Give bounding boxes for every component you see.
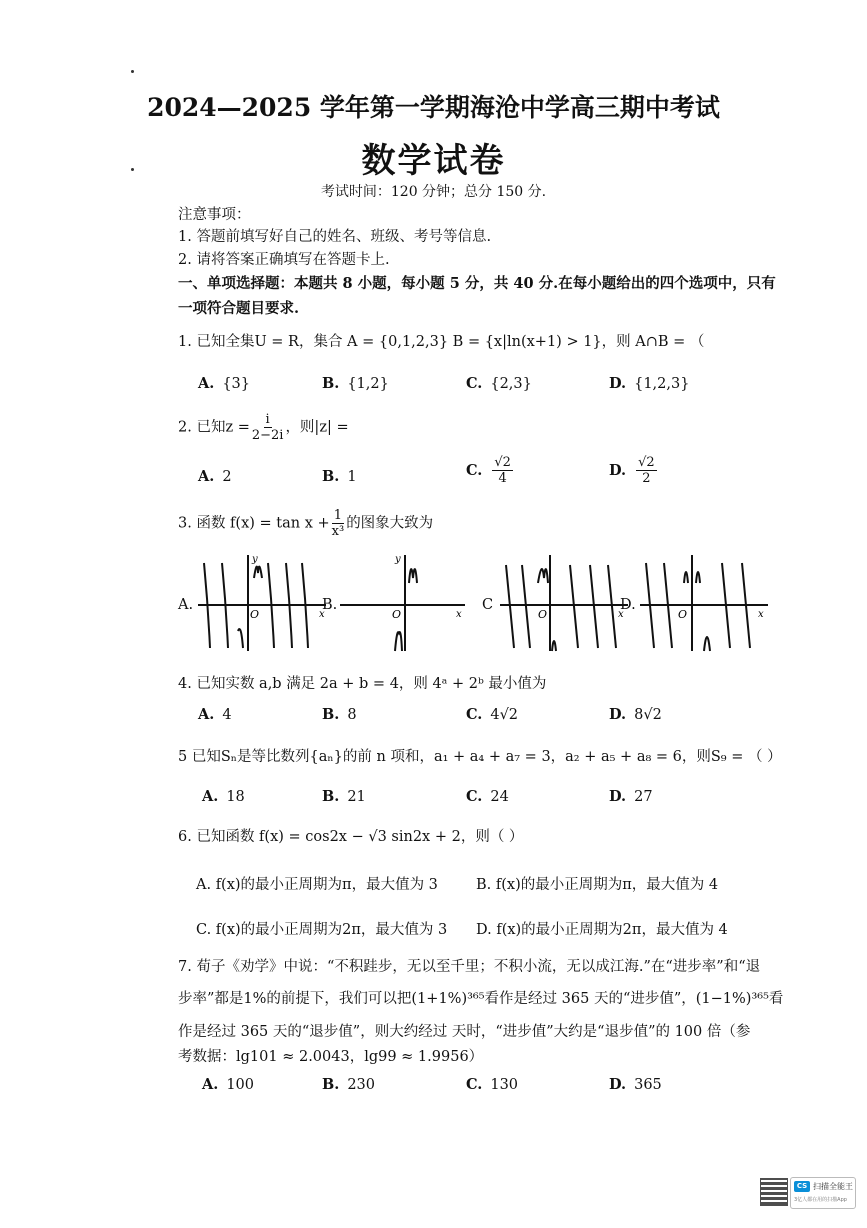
q4-option-d: D. 8√2: [609, 706, 662, 723]
notice-item: 1. 答题前填写好自己的姓名、班级、考号等信息.: [178, 229, 492, 245]
question-3-stem: 3. 函数 f(x) = tan x + $\frac{1}{\text{x³}}$ 的图象大致为: [178, 508, 434, 539]
graph-c: [500, 553, 630, 653]
q2-option-d: D. $\frac{√2}{2}$: [609, 455, 655, 486]
graph-label-a: A.: [178, 597, 194, 613]
q7-option-a: A. 100: [202, 1076, 254, 1093]
graph-label-b: B.: [322, 597, 338, 613]
q2-option-c: C. $\frac{√2}{4}$: [466, 455, 511, 486]
notice-heading: 注意事项：: [178, 207, 251, 223]
y-axis-label: y: [395, 554, 401, 565]
question-1-stem: 1. 已知全集U = R，集合 A = {0,1,2,3} B = {x|ln(x+1) > 1}，则 A∩B = （: [178, 334, 705, 350]
x-axis-label: x: [618, 609, 624, 620]
q7-option-c: C. 130: [466, 1076, 519, 1093]
q5-option-b: B. 21: [322, 788, 366, 805]
q6-option-c: C. f(x)的最小正周期为2π，最大值为 3: [196, 922, 448, 938]
q7-option-d: D. 365: [609, 1076, 662, 1093]
x-axis-label: x: [319, 609, 325, 620]
q6-option-a: A. f(x)的最小正周期为π，最大值为 3: [196, 877, 438, 893]
q2-option-b: B. 1: [322, 468, 357, 485]
camscanner-icon: CS: [794, 1181, 810, 1192]
origin-label: O: [392, 608, 402, 621]
fraction: $\frac{i}{2-2i}$: [251, 412, 284, 443]
scanner-tagline: 3亿人都在用的扫描App: [794, 1197, 847, 1203]
scan-speck: [131, 70, 134, 73]
exam-info: 考试时间：120 分钟；总分 150 分.: [320, 184, 547, 200]
fraction: $\frac{1}{\text{x³}}$: [331, 508, 345, 539]
scanner-brand: 扫描全能王: [813, 1182, 853, 1191]
notice-item: 2. 请将答案正确填写在答题卡上.: [178, 252, 390, 268]
x-axis-label: x: [456, 609, 462, 620]
q2-option-a: A. 2: [198, 468, 232, 485]
y-axis-label: y: [252, 554, 258, 565]
question-4-stem: 4. 已知实数 a,b 满足 2a + b = 4，则 4ᵃ + 2ᵇ 最小值为: [178, 676, 547, 692]
qr-code-icon: [760, 1178, 788, 1206]
x-axis-label: x: [758, 609, 764, 620]
q7-option-b: B. 230: [322, 1076, 375, 1093]
q1-option-b: B. {1,2}: [322, 375, 389, 392]
question-5-stem: 5 已知Sₙ是等比数列{aₙ}的前 n 项和，a₁ + a₄ + a₇ = 3，a₂ + a₅ + a₈ = 6，则S₉ = （ ）: [178, 749, 782, 765]
q6-option-b: B. f(x)的最小正周期为π，最大值为 4: [476, 877, 719, 893]
q1-option-d: D. {1,2,3}: [609, 375, 690, 392]
q4-option-c: C. 4√2: [466, 706, 519, 723]
question-7-line: 7. 荀子《劝学》中说：“不积跬步，无以至千里；不积小流，无以成江海.”在“进步率”和“退: [178, 959, 761, 975]
graph-label-d: D.: [620, 597, 636, 613]
q5-option-d: D. 27: [609, 788, 653, 805]
exam-subtitle: 数学试卷: [361, 141, 506, 181]
origin-label: O: [538, 608, 548, 621]
question-7-line: 考数据：lg101 ≈ 2.0043，lg99 ≈ 1.9956）: [178, 1049, 484, 1065]
exam-title: 2024—2025 学年第一学期海沧中学高三期中考试: [147, 93, 720, 122]
graph-d: [640, 553, 770, 653]
question-2-stem: 2. 已知z = $\frac{i}{2-2i}$ ，则|z| =: [178, 412, 349, 443]
q5-option-a: A. 18: [202, 788, 245, 805]
q1-option-a: A. {3}: [198, 375, 250, 392]
section-heading-cont: 一项符合题目要求.: [178, 300, 300, 317]
q4-option-a: A. 4: [198, 706, 232, 723]
q5-option-c: C. 24: [466, 788, 509, 805]
graph-a: [198, 553, 328, 653]
graph-label-c: C: [482, 597, 494, 613]
q6-option-d: D. f(x)的最小正周期为2π，最大值为 4: [476, 922, 728, 938]
scanner-logo: [790, 1177, 856, 1209]
q1-option-c: C. {2,3}: [466, 375, 532, 392]
question-7-line: 作是经过 365 天的“退步值”，则大约经过 天时，“进步值”大约是“退步值”的 100 倍（参: [178, 1024, 751, 1040]
question-7-line: 步率”都是1%的前提下，我们可以把(1+1%)³⁶⁵看作是经过 365 天的“进步值”，(1−1%)³⁶⁵看: [178, 991, 784, 1007]
origin-label: O: [678, 608, 688, 621]
question-6-stem: 6. 已知函数 f(x) = cos2x − √3 sin2x + 2，则（ ）: [178, 829, 524, 845]
section-heading: 一、单项选择题：本题共 8 小题，每小题 5 分，共 40 分.在每小题给出的四个选项中，只有: [178, 275, 776, 292]
graph-b: [340, 553, 470, 653]
q4-option-b: B. 8: [322, 706, 357, 723]
origin-label: O: [250, 608, 260, 621]
